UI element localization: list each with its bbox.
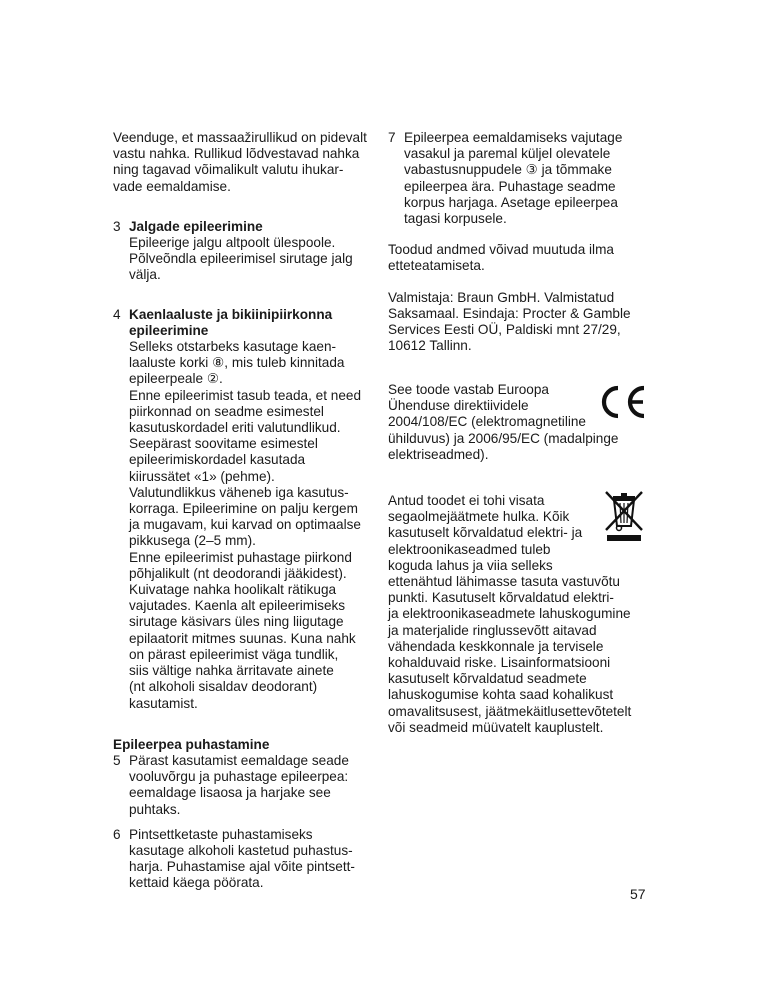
text-line: eemaldage lisaosa ja harjake see [129,785,331,801]
text-line: elektroonikaseadmed tuleb [388,541,551,557]
step-number: 7 [388,130,396,145]
text-line: vooluvõrgu ja puhastage epileerpea: [129,769,349,785]
text-line: vade eemaldamise. [113,178,231,194]
text-line: vähendada keskkonnale ja tervisele [388,638,604,654]
text-line: Selleks otstarbeks kasutage kaen- [129,339,337,355]
text-line: Enne epileerimist tasub teada, et need [129,387,362,403]
text-line: Kuivatage nahka hoolikalt rätikuga [129,582,337,598]
text-line: 10612 Tallinn. [388,338,472,354]
text-line: Seepärast soovitame esimestel [129,436,318,452]
text-line: Antud toodet ei tohi visata [388,493,545,508]
text-line: ning tagavad võimalikult valutu ihukar- [113,162,344,178]
text-line: epileerimiskordadel kasutada [129,452,306,468]
text-line: Services Eesti OÜ, Paldiski mnt 27/29, [388,322,621,338]
text-line: punkti. Kasutuselt kõrvaldatud elektri- [388,590,614,606]
text-line: või seadmeid müüvatelt kauplustelt. [388,719,604,735]
text-line: kasutuskordadel eriti valutundlikud. [129,420,341,436]
text-line: kasutuselt kõrvaldatud seadmete [388,671,587,687]
text-line: välja. [129,267,161,283]
text-line: epileerpeale ②. [129,371,223,387]
text-line: kiirussätet «1» (pehme). [129,468,275,484]
text-line: Pintsettketaste puhastamiseks [129,826,313,842]
disposal-paragraph [388,493,631,736]
text-line: vabastusnuppudele ③ ja tõmmake [404,162,612,178]
text-line: vajutades. Kaenla alt epileerimiseks [129,598,346,614]
text-line: Valmistaja: Braun GmbH. Valmistatud [388,289,615,305]
step-number: 4 [113,306,121,322]
step-4 [113,307,375,712]
text-line: kasutamist. [129,695,198,711]
step-3 [113,219,375,284]
text-line: kettaid käega pöörata. [129,875,264,891]
text-line: pikkusega (2–5 mm). [129,533,256,549]
text-line: siis vältige nahka ärritavate ainete [129,663,334,679]
crossed-out-wheelie-bin-icon [603,490,645,542]
text-line: ja materjalide ringlussevõtt aitavad [388,622,597,638]
step-title: Kaenlaaluste ja bikiinipiirkonna [129,306,333,322]
text-line: omavalitsusest, jäätmekäitlusettevõtetelt [388,703,632,719]
text-line: segaolmejäätmete hulka. Kõik [388,509,570,525]
text-line: vasakul ja paremal küljel olevatele [404,146,611,162]
text-line: 2004/108/EC (elektromagnetiline [388,414,586,430]
text-line: ettenähtud lähimasse tasuta vastuvõtu [388,574,620,590]
text-line: Põlveõndla epileerimisel sirutage jalg [129,251,353,267]
text-line: Epileerige jalgu altpoolt ülespoole. [129,235,336,251]
step-title: Jalgade epileerimine [129,218,263,234]
step-5 [113,753,375,818]
left-column [113,130,375,892]
text-line: Ühenduse direktiividele [388,398,529,414]
text-line: kasutuselt kõrvaldatud elektri- ja [388,525,583,541]
text-line: piirkonnad on seadme esimestel [129,403,324,419]
text-line: kohalduvaid riske. Lisainformatsiooni [388,655,611,671]
text-line: tagasi korpusele. [404,211,507,227]
text-line: kasutage alkoholi kastetud puhastus- [129,842,353,858]
step-number: 5 [113,752,121,768]
step-7 [388,130,653,227]
text-line: ja mugavam, kui karvad on optimaalse [129,517,361,533]
step-6 [113,827,375,892]
text-line: Saksamaal. Esindaja: Procter & Gamble [388,305,631,321]
text-line: Toodud andmed võivad muutuda ilma [388,242,614,258]
text-line: See toode vastab Euroopa [388,382,549,397]
text-line: korraga. Epileerimine on palju kergem [129,501,358,517]
step-number: 6 [113,826,121,842]
section-heading: Epileerpea puhastamine [113,736,270,752]
text-line: elektriseadmed). [388,446,489,462]
step-title: epileerimine [129,322,209,338]
text-line: epilaatorit mitmes suunas. Kuna nahk [129,630,356,646]
text-line: korpus harjaga. Asetage epileerpea [404,194,618,210]
text-line: Epileerpea eemaldamiseks vajutage [404,130,623,145]
text-line: epileerpea ära. Puhastage seadme [404,178,616,194]
ce-mark-icon [600,384,648,420]
ce-compliance-paragraph [388,382,618,463]
text-line: etteteatamiseta. [388,258,485,274]
step-number: 3 [113,218,121,234]
text-line: Pärast kasutamist eemaldage seade [129,752,349,768]
notice-paragraph [388,242,653,274]
text-line: laaluste korki ⑧, mis tuleb kinnitada [129,355,345,371]
text-line: puhtaks. [129,801,181,817]
right-column [388,130,653,354]
text-line: vastu nahka. Rullikud lõdvestavad nahka [113,146,360,162]
page-number: 57 [630,886,646,902]
text-line: on pärast epileerimist väga tundlik, [129,646,339,662]
text-line: ühilduvus) ja 2006/95/EC (madalpinge [388,430,619,446]
intro-paragraph [113,130,375,195]
text-line: ja elektroonikaseadmete lahuskogumine [388,606,631,622]
text-line: (nt alkoholi sisaldav deodorant) [129,679,318,695]
text-line: Enne epileerimist puhastage piirkond [129,549,352,565]
text-line: põhjalikult (nt deodorandi jääkidest). [129,565,347,581]
text-line: Valutundlikkus väheneb iga kasutus- [129,484,349,500]
text-line: sirutage käsivars üles ning liigutage [129,614,344,630]
text-line: Veenduge, et massaažirullikud on pidevalt [113,130,367,145]
text-line: lahuskogumise kohta saad kohalikust [388,687,614,703]
text-line: koguda lahus ja viia selleks [388,557,553,573]
manufacturer-paragraph [388,290,653,355]
text-line: harja. Puhastamise ajal võite pintsett- [129,859,355,875]
